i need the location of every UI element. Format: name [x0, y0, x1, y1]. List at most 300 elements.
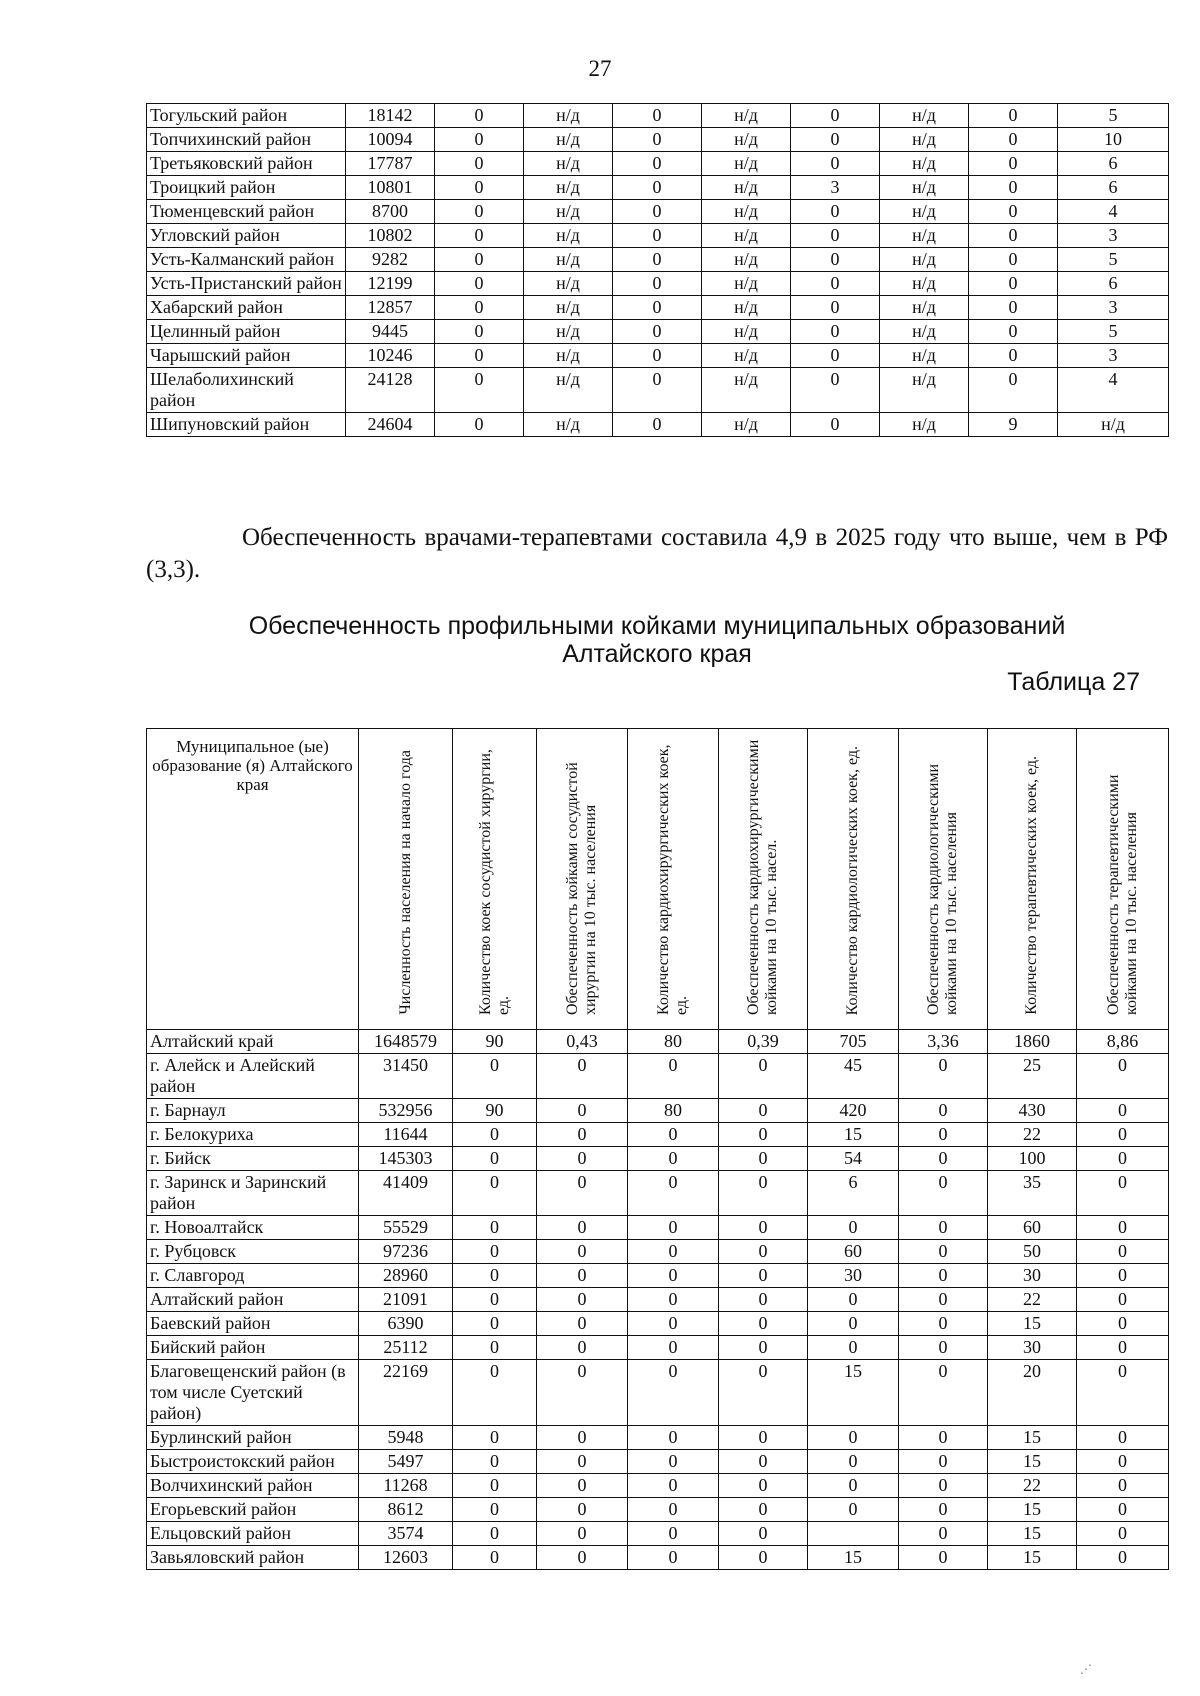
value-cell: 0 — [1077, 1546, 1169, 1570]
row-label-cell: г. Бийск — [147, 1147, 359, 1171]
value-cell: 0 — [808, 1426, 899, 1450]
value-cell: н/д — [702, 248, 791, 272]
value-cell: 0 — [969, 104, 1058, 128]
table-row — [147, 1474, 1169, 1498]
table-row — [147, 1054, 1169, 1099]
row-label-cell: Усть-Калманский район — [147, 248, 346, 272]
table-row — [147, 1312, 1169, 1336]
value-cell: 0 — [719, 1240, 808, 1264]
value-cell: 0 — [791, 128, 880, 152]
value-cell: 0 — [719, 1054, 808, 1099]
value-cell: 0 — [969, 152, 1058, 176]
value-cell: 0 — [719, 1312, 808, 1336]
value-cell: 0 — [719, 1546, 808, 1570]
value-cell: 0 — [899, 1312, 988, 1336]
beds-table — [146, 728, 1169, 1570]
value-cell: 55529 — [359, 1216, 453, 1240]
column-header-text: Обеспеченность кардиохирургическими койками на 10 тыс. насел. — [745, 739, 780, 1015]
value-cell: 11268 — [359, 1474, 453, 1498]
value-cell: н/д — [524, 344, 613, 368]
value-cell: 0 — [1077, 1312, 1169, 1336]
value-cell: 0 — [899, 1123, 988, 1147]
value-cell: 0 — [899, 1171, 988, 1216]
value-cell: 15 — [988, 1426, 1077, 1450]
value-cell: 0 — [453, 1171, 537, 1216]
value-cell: 0 — [719, 1171, 808, 1216]
value-cell: 0 — [969, 176, 1058, 200]
value-cell: 0 — [435, 272, 524, 296]
value-cell: н/д — [702, 296, 791, 320]
row-label-cell: Ельцовский район — [147, 1522, 359, 1546]
value-cell: 0 — [969, 128, 1058, 152]
value-cell: 9 — [969, 413, 1058, 437]
value-cell: 0 — [719, 1474, 808, 1498]
value-cell: 3574 — [359, 1522, 453, 1546]
value-cell: 0 — [537, 1336, 628, 1360]
value-cell: 97236 — [359, 1240, 453, 1264]
table-row — [147, 1450, 1169, 1474]
value-cell: 0 — [537, 1312, 628, 1336]
value-cell: н/д — [524, 272, 613, 296]
value-cell: н/д — [524, 224, 613, 248]
value-cell: н/д — [880, 248, 969, 272]
value-cell: 5 — [1058, 248, 1169, 272]
value-cell: 0 — [435, 368, 524, 413]
value-cell: 0 — [613, 128, 702, 152]
value-cell: 0 — [808, 1498, 899, 1522]
value-cell: 11644 — [359, 1123, 453, 1147]
row-label-cell: г. Алейск и Алейский район — [147, 1054, 359, 1099]
value-cell: 0 — [453, 1147, 537, 1171]
value-cell: 0 — [1077, 1336, 1169, 1360]
value-cell: 0 — [628, 1054, 719, 1099]
value-cell: 0 — [1077, 1099, 1169, 1123]
value-cell: 0 — [899, 1522, 988, 1546]
value-cell: 20 — [988, 1360, 1077, 1426]
row-label-cell: г. Рубцовск — [147, 1240, 359, 1264]
value-cell: 24604 — [346, 413, 435, 437]
value-cell: 6 — [1058, 152, 1169, 176]
column-header-text: Обеспеченность кардиологическими койками на 10 тыс. населения — [925, 763, 960, 1015]
value-cell: 0 — [899, 1450, 988, 1474]
value-cell: 0 — [628, 1450, 719, 1474]
caption-line-2: Алтайского края — [562, 640, 752, 668]
table-row — [147, 248, 1169, 272]
column-header-text: Количество терапевтических коек, ед. — [1023, 756, 1040, 1015]
value-cell: 0 — [969, 320, 1058, 344]
value-cell: 0 — [537, 1288, 628, 1312]
scan-mark: ⋰ — [1080, 1662, 1092, 1676]
value-cell: 0 — [719, 1360, 808, 1426]
row-label-cell: Алтайский край — [147, 1030, 359, 1054]
value-cell: 3 — [1058, 344, 1169, 368]
value-cell: 0 — [791, 296, 880, 320]
value-cell: 22 — [988, 1123, 1077, 1147]
value-cell: н/д — [880, 128, 969, 152]
value-cell: 0 — [453, 1312, 537, 1336]
value-cell: 22 — [988, 1474, 1077, 1498]
value-cell: 0 — [537, 1474, 628, 1498]
row-label-cell: Троицкий район — [147, 176, 346, 200]
table-row — [147, 1099, 1169, 1123]
value-cell: н/д — [524, 152, 613, 176]
value-cell: 0 — [537, 1171, 628, 1216]
value-cell: 0 — [719, 1264, 808, 1288]
value-cell — [808, 1522, 899, 1546]
value-cell: 420 — [808, 1099, 899, 1123]
continued-table — [146, 103, 1169, 437]
table-row — [147, 1336, 1169, 1360]
value-cell: н/д — [702, 152, 791, 176]
column-header — [537, 729, 628, 1030]
row-label-cell: Тогульский район — [147, 104, 346, 128]
value-cell: 0 — [899, 1426, 988, 1450]
row-label-cell: Алтайский район — [147, 1288, 359, 1312]
value-cell: 5 — [1058, 104, 1169, 128]
value-cell: 8612 — [359, 1498, 453, 1522]
row-label-cell: Баевский район — [147, 1312, 359, 1336]
value-cell: 0 — [537, 1546, 628, 1570]
value-cell: 0 — [435, 176, 524, 200]
value-cell: 0 — [537, 1054, 628, 1099]
value-cell: 24128 — [346, 368, 435, 413]
value-cell: н/д — [702, 200, 791, 224]
table-row — [147, 1426, 1169, 1450]
row-label-cell: Целинный район — [147, 320, 346, 344]
value-cell: 0 — [899, 1498, 988, 1522]
row-label-cell: Чарышский район — [147, 344, 346, 368]
value-cell: 0 — [899, 1216, 988, 1240]
value-cell: 0 — [899, 1360, 988, 1426]
table-row — [147, 344, 1169, 368]
column-header — [808, 729, 899, 1030]
column-header-text: Обеспеченность койками сосудистой хирургии на 10 тыс. населения — [564, 762, 599, 1015]
table-row — [147, 1216, 1169, 1240]
value-cell: 15 — [988, 1546, 1077, 1570]
row-label-cell: Быстроистокский район — [147, 1450, 359, 1474]
value-cell: 0 — [613, 413, 702, 437]
table-row — [147, 1288, 1169, 1312]
value-cell: 12199 — [346, 272, 435, 296]
value-cell: 1860 — [988, 1030, 1077, 1054]
value-cell: 0 — [537, 1123, 628, 1147]
row-label-cell: Волчихинский район — [147, 1474, 359, 1498]
table-row — [147, 1123, 1169, 1147]
row-label-cell: Усть-Пристанский район — [147, 272, 346, 296]
value-cell: н/д — [702, 224, 791, 248]
row-label-cell: Шипуновский район — [147, 413, 346, 437]
value-cell: 0 — [537, 1264, 628, 1288]
value-cell: 0 — [453, 1054, 537, 1099]
value-cell: 0 — [1077, 1054, 1169, 1099]
row-label-cell: Шелаболихинский район — [147, 368, 346, 413]
value-cell: 0 — [899, 1474, 988, 1498]
value-cell: 80 — [628, 1099, 719, 1123]
value-cell: 0 — [899, 1546, 988, 1570]
value-cell: 0 — [435, 104, 524, 128]
table-row — [147, 152, 1169, 176]
row-label-cell: Завьяловский район — [147, 1546, 359, 1570]
row-label-cell: Топчихинский район — [147, 128, 346, 152]
table-row — [147, 1546, 1169, 1570]
table-row — [147, 128, 1169, 152]
value-cell: 0 — [1077, 1123, 1169, 1147]
value-cell: 0 — [969, 368, 1058, 413]
table-row — [147, 1030, 1169, 1054]
value-cell: н/д — [880, 104, 969, 128]
value-cell: 0 — [537, 1099, 628, 1123]
value-cell: н/д — [702, 104, 791, 128]
value-cell: 0 — [537, 1147, 628, 1171]
value-cell: н/д — [702, 320, 791, 344]
value-cell: 0 — [628, 1312, 719, 1336]
value-cell: 0 — [808, 1216, 899, 1240]
value-cell: 0 — [899, 1264, 988, 1288]
value-cell: н/д — [524, 320, 613, 344]
value-cell: 35 — [988, 1171, 1077, 1216]
value-cell: 0 — [791, 344, 880, 368]
value-cell: 12857 — [346, 296, 435, 320]
value-cell: 0 — [628, 1240, 719, 1264]
value-cell: 0 — [628, 1288, 719, 1312]
table-row — [147, 1498, 1169, 1522]
value-cell: 80 — [628, 1030, 719, 1054]
value-cell: 0 — [1077, 1147, 1169, 1171]
value-cell: 0 — [899, 1336, 988, 1360]
value-cell: 0 — [719, 1288, 808, 1312]
value-cell: 50 — [988, 1240, 1077, 1264]
value-cell: 0 — [628, 1498, 719, 1522]
value-cell: 0 — [453, 1474, 537, 1498]
value-cell: 90 — [453, 1030, 537, 1054]
value-cell: н/д — [524, 176, 613, 200]
value-cell: 12603 — [359, 1546, 453, 1570]
value-cell: 0 — [1077, 1171, 1169, 1216]
value-cell: 10246 — [346, 344, 435, 368]
value-cell: 28960 — [359, 1264, 453, 1288]
value-cell: 0 — [613, 368, 702, 413]
value-cell: 22169 — [359, 1360, 453, 1426]
table-row — [147, 296, 1169, 320]
value-cell: 0 — [537, 1240, 628, 1264]
value-cell: 0 — [628, 1216, 719, 1240]
value-cell: 0 — [969, 344, 1058, 368]
value-cell: 0 — [537, 1450, 628, 1474]
value-cell: 0 — [613, 200, 702, 224]
value-cell: н/д — [880, 176, 969, 200]
value-cell: н/д — [702, 272, 791, 296]
value-cell: 3,36 — [899, 1030, 988, 1054]
value-cell: 705 — [808, 1030, 899, 1054]
value-cell: 22 — [988, 1288, 1077, 1312]
column-header-text: Численность населения на начало года — [396, 750, 414, 1015]
value-cell: 0,39 — [719, 1030, 808, 1054]
table-row — [147, 1522, 1169, 1546]
value-cell: 3 — [1058, 296, 1169, 320]
column-header-text: Обеспеченность терапевтическими койками на 10 тыс. населения — [1104, 774, 1140, 1015]
value-cell: 0 — [628, 1522, 719, 1546]
value-cell: 45 — [808, 1054, 899, 1099]
page-number: 27 — [588, 56, 612, 81]
value-cell: 0 — [1077, 1216, 1169, 1240]
value-cell: 5 — [1058, 320, 1169, 344]
value-cell: 0 — [613, 272, 702, 296]
value-cell: 0 — [791, 248, 880, 272]
table-row — [147, 1360, 1169, 1426]
table-caption — [146, 612, 1168, 668]
value-cell: н/д — [702, 128, 791, 152]
column-header — [988, 729, 1077, 1030]
value-cell: 0 — [969, 248, 1058, 272]
row-label-cell: Угловский район — [147, 224, 346, 248]
value-cell: 30 — [988, 1336, 1077, 1360]
value-cell: 25 — [988, 1054, 1077, 1099]
value-cell: 0 — [613, 176, 702, 200]
row-label-cell: Егорьевский район — [147, 1498, 359, 1522]
value-cell: 0 — [453, 1264, 537, 1288]
value-cell: 430 — [988, 1099, 1077, 1123]
value-cell: 0 — [1077, 1426, 1169, 1450]
value-cell: н/д — [702, 176, 791, 200]
value-cell: 60 — [988, 1216, 1077, 1240]
value-cell: 0 — [435, 224, 524, 248]
value-cell: 17787 — [346, 152, 435, 176]
value-cell: 18142 — [346, 104, 435, 128]
value-cell: 90 — [453, 1099, 537, 1123]
value-cell: 0 — [537, 1360, 628, 1426]
value-cell: 0 — [791, 368, 880, 413]
value-cell: н/д — [702, 368, 791, 413]
value-cell: 0 — [791, 272, 880, 296]
value-cell: 0 — [791, 200, 880, 224]
value-cell: 0 — [628, 1426, 719, 1450]
value-cell: 0 — [791, 320, 880, 344]
value-cell: 0 — [628, 1171, 719, 1216]
value-cell: 0 — [628, 1474, 719, 1498]
value-cell: н/д — [524, 413, 613, 437]
value-cell: н/д — [880, 413, 969, 437]
value-cell: 6 — [1058, 272, 1169, 296]
value-cell: 0 — [628, 1546, 719, 1570]
value-cell: 30 — [988, 1264, 1077, 1288]
row-label-cell: Бийский район — [147, 1336, 359, 1360]
value-cell: 0 — [791, 224, 880, 248]
value-cell: 0 — [613, 152, 702, 176]
value-cell: 0 — [435, 128, 524, 152]
value-cell: 0 — [719, 1426, 808, 1450]
value-cell: 10802 — [346, 224, 435, 248]
value-cell: 31450 — [359, 1054, 453, 1099]
value-cell: 10 — [1058, 128, 1169, 152]
value-cell: 30 — [808, 1264, 899, 1288]
value-cell: 0 — [537, 1522, 628, 1546]
table-row — [147, 1147, 1169, 1171]
value-cell: н/д — [524, 200, 613, 224]
value-cell: 3 — [1058, 224, 1169, 248]
value-cell: 6 — [808, 1171, 899, 1216]
value-cell: н/д — [880, 368, 969, 413]
table-number-label: Таблица 27 — [1007, 668, 1140, 696]
table-row — [147, 272, 1169, 296]
value-cell: 25112 — [359, 1336, 453, 1360]
value-cell: 0 — [899, 1099, 988, 1123]
value-cell: 532956 — [359, 1099, 453, 1123]
value-cell: 0 — [1077, 1450, 1169, 1474]
value-cell: 9282 — [346, 248, 435, 272]
value-cell: 10801 — [346, 176, 435, 200]
value-cell: 0 — [453, 1498, 537, 1522]
value-cell: 0 — [453, 1336, 537, 1360]
column-header — [1077, 729, 1169, 1030]
value-cell: 0 — [808, 1450, 899, 1474]
value-cell: 0 — [719, 1336, 808, 1360]
value-cell: 0 — [899, 1240, 988, 1264]
value-cell: 8,86 — [1077, 1030, 1169, 1054]
value-cell: 6 — [1058, 176, 1169, 200]
value-cell: 60 — [808, 1240, 899, 1264]
row-label-cell: г. Новоалтайск — [147, 1216, 359, 1240]
value-cell: 0 — [969, 224, 1058, 248]
value-cell: 0 — [1077, 1474, 1169, 1498]
value-cell: 0 — [453, 1123, 537, 1147]
value-cell: 0 — [435, 248, 524, 272]
value-cell: 0 — [435, 152, 524, 176]
value-cell: 0 — [628, 1360, 719, 1426]
value-cell: 15 — [988, 1450, 1077, 1474]
row-label-cell: Благовещенский район (в том числе Суетский район) — [147, 1360, 359, 1426]
value-cell: 4 — [1058, 368, 1169, 413]
column-header-text: Количество кардиологических коек, ед. — [844, 745, 861, 1015]
value-cell: 15 — [988, 1498, 1077, 1522]
value-cell: 0 — [453, 1546, 537, 1570]
value-cell: 0 — [628, 1336, 719, 1360]
value-cell: 15 — [808, 1546, 899, 1570]
value-cell: 6390 — [359, 1312, 453, 1336]
column-header — [628, 729, 719, 1030]
value-cell: 10094 — [346, 128, 435, 152]
value-cell: 0 — [613, 344, 702, 368]
value-cell: 4 — [1058, 200, 1169, 224]
value-cell: 0 — [899, 1288, 988, 1312]
value-cell: н/д — [880, 296, 969, 320]
value-cell: 15 — [988, 1522, 1077, 1546]
value-cell: 15 — [808, 1360, 899, 1426]
value-cell: 0 — [537, 1216, 628, 1240]
value-cell: н/д — [524, 104, 613, 128]
column-header — [899, 729, 988, 1030]
row-label-cell: Тюменцевский район — [147, 200, 346, 224]
value-cell: 0 — [719, 1498, 808, 1522]
value-cell: 54 — [808, 1147, 899, 1171]
value-cell: 0 — [719, 1147, 808, 1171]
value-cell: 9445 — [346, 320, 435, 344]
value-cell: 0 — [719, 1099, 808, 1123]
value-cell: 5948 — [359, 1426, 453, 1450]
value-cell: 0 — [537, 1498, 628, 1522]
value-cell: 0 — [453, 1288, 537, 1312]
value-cell: 0 — [537, 1426, 628, 1450]
table-row — [147, 368, 1169, 413]
value-cell: н/д — [880, 152, 969, 176]
value-cell: н/д — [880, 272, 969, 296]
value-cell: 0 — [435, 344, 524, 368]
value-cell: 0 — [453, 1450, 537, 1474]
value-cell: 0 — [613, 320, 702, 344]
value-cell: 0 — [628, 1147, 719, 1171]
value-cell: н/д — [880, 320, 969, 344]
value-cell: 15 — [808, 1123, 899, 1147]
value-cell: н/д — [880, 200, 969, 224]
